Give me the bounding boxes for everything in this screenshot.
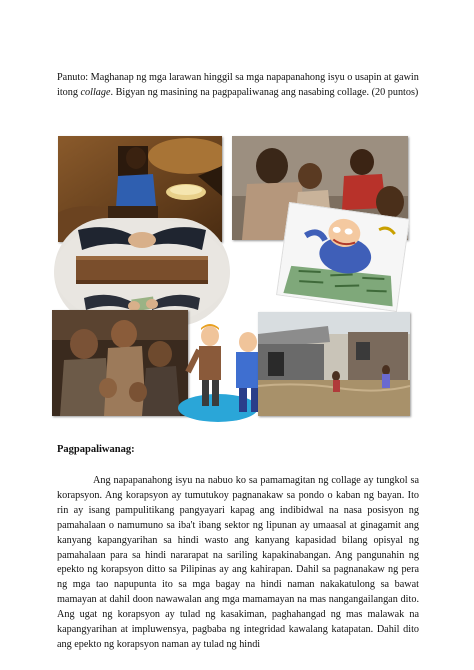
cartoon-fat-cat-photo	[276, 202, 410, 312]
instructions-paragraph	[57, 70, 427, 100]
collage	[50, 134, 420, 424]
poor-family-photo	[52, 310, 188, 416]
instructions-italic: collage	[80, 87, 111, 98]
explanation-heading: Pagpapaliwanag:	[57, 444, 135, 455]
instructions-text-2: . Bigyan ng masining na pagpapaliwanag ang nasabing collage. (20 puntos)	[110, 87, 419, 98]
instructions-text-1: Panuto: Maghanap ng mga larawan hinggil sa mga napapanahong isyu o usapin at gawin itong	[57, 72, 419, 98]
explanation-body: Ang napapanahong isyu na nabuo ko sa pamamagitan ng collage ay tungkol sa korapsyon. Ang korapsyon ay tumutukoy pagnanakaw sa pondo o kaban ng bayan. Ito rin ay isang pampulitikang pangyayari kapag ang indibidwal na nasa posisyon ng pamahalaan o namumuno sa iba't ibang sektor ng lipunan ay umaasal at ginagamit ang kanyang kapangyarihan sa hindi wasto ang kanyang kapasidad bilang opisyal ng pamahalaan para sa hindi nararapat na sariling kapakinabangan. Ang pangunahin ng epekto ng korapsyon ditto sa Pilipinas ay ang kahirapan. Dahil sa pagnanakaw ng pera ng mga tao napupunta ito sa mga bagay na hindi naman nakakatulong sa bawat mamayan at dahil doon nawawalan ang mga mamamayan na mas nangangailangan dito. Ang ugat ng korapsyon ay tulad ng kasakiman, paghahangad ng mas malawak na kapangyarihan at impluwensya, pagbaba ng integridad kawalang katapatan. Dahil dito ang epekto ng korapsyon naman ay tulad ng hindi	[57, 475, 419, 650]
flooded-slum-photo	[258, 312, 410, 416]
